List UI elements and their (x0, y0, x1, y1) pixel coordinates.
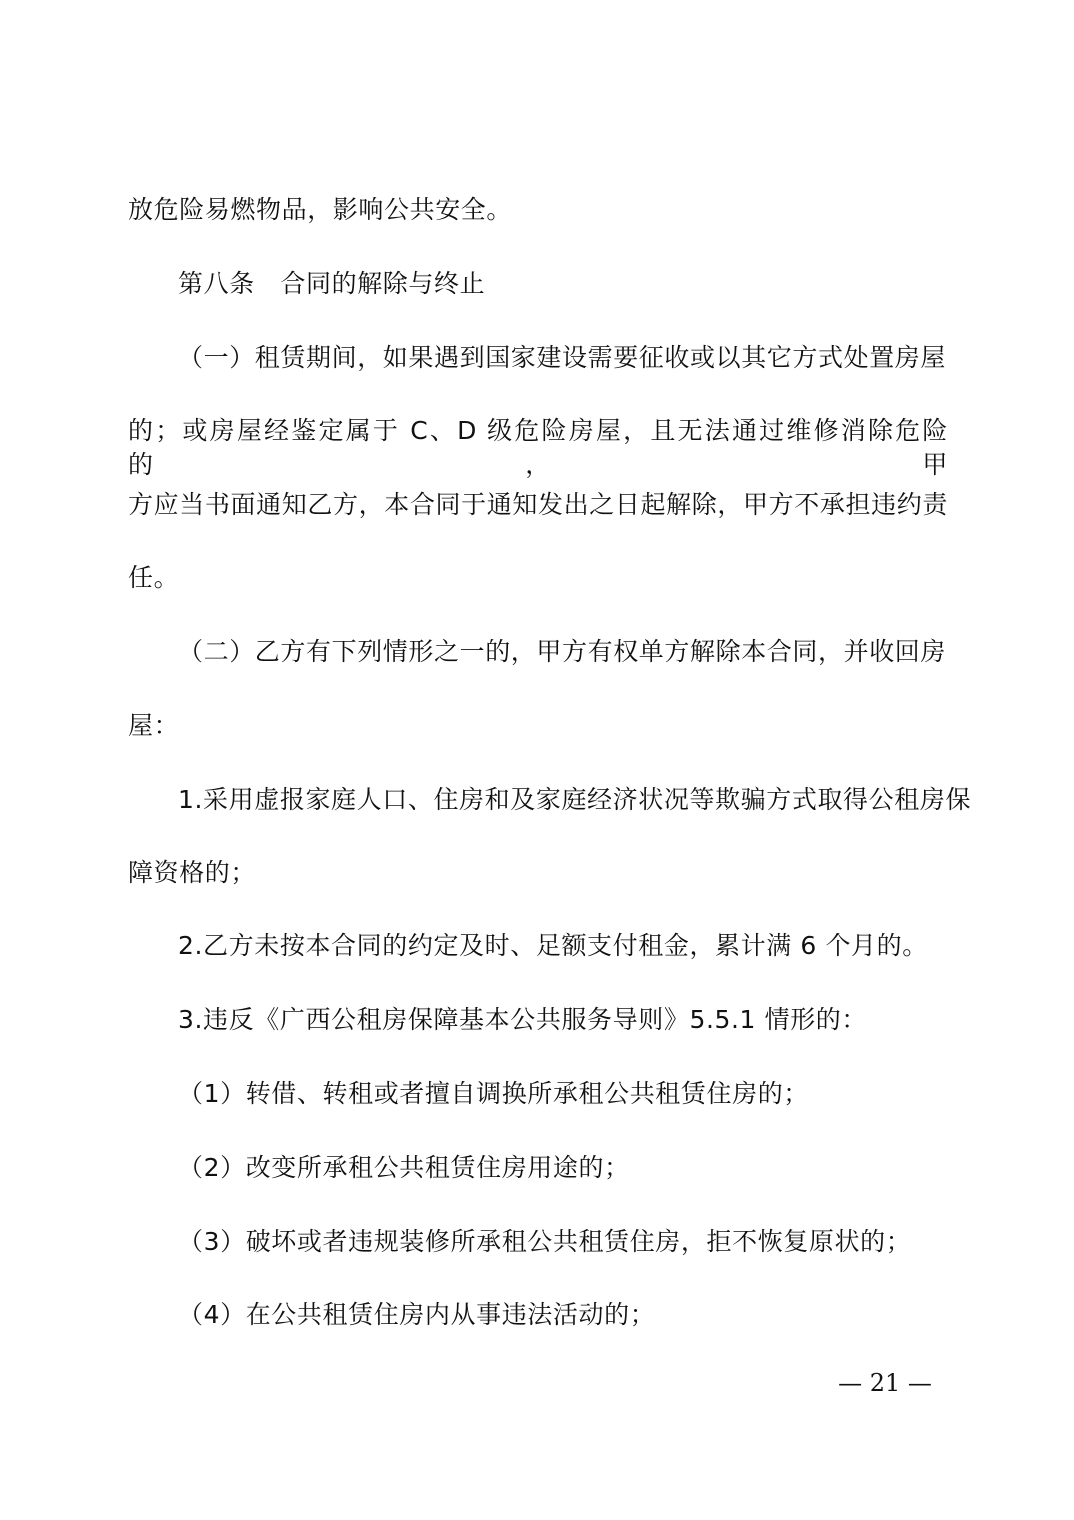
sub-item-4: （4）在公共租赁住房内从事违法活动的； (178, 1300, 656, 1329)
paragraph-line-continuation: 放危险易燃物品，影响公共安全。 (128, 195, 513, 224)
item-1-line-2: 障资格的； (128, 858, 257, 887)
clause-1-line-2: 的；或房屋经鉴定属于 C、D 级危险房屋，且无法通过维修消除危险的，甲 (128, 416, 948, 479)
clause-1-line-4: 任。 (128, 563, 180, 592)
clause-1-line-1: （一）租赁期间，如果遇到国家建设需要征收或以其它方式处置房屋 (178, 343, 947, 372)
sub-item-2: （2）改变所承租公共租赁住房用途的； (178, 1153, 630, 1182)
item-3: 3.违反《广西公租房保障基本公共服务导则》5.5.1 情形的： (178, 1005, 868, 1034)
clause-2-line-1: （二）乙方有下列情形之一的，甲方有权单方解除本合同，并收回房 (178, 637, 947, 666)
sub-item-1: （1）转借、转租或者擅自调换所承租公共租赁住房的； (178, 1079, 809, 1108)
item-2: 2.乙方未按本合同的约定及时、足额支付租金，累计满 6 个月的。 (178, 931, 928, 960)
sub-item-3: （3）破坏或者违规装修所承租公共租赁住房，拒不恢复原状的； (178, 1227, 912, 1256)
page-number: — 21 — (838, 1369, 932, 1397)
item-1-line-1: 1.采用虚报家庭人口、住房和及家庭经济状况等欺骗方式取得公租房保 (178, 785, 972, 814)
clause-2-line-2: 屋： (128, 711, 180, 740)
clause-1-line-3: 方应当书面通知乙方，本合同于通知发出之日起解除，甲方不承担违约责 (128, 490, 948, 519)
article-heading: 第八条 合同的解除与终止 (178, 269, 486, 298)
